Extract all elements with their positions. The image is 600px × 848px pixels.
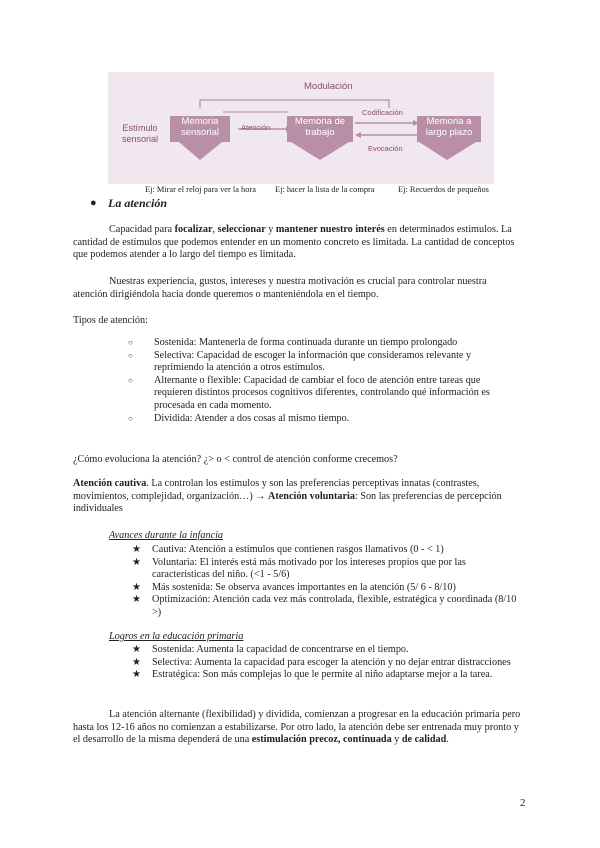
list-item: ★ Sostenida: Aumenta la capacidad de concentrarse en el tiempo.	[128, 644, 522, 657]
list-item: ★ Estratégica: Son más complejas lo que le permite al niño adaptarse mejor a la tarea.	[128, 669, 522, 682]
question: ¿Cómo evoluciona la atención? ¿> o < control de atención conforme crecemos?	[73, 454, 398, 465]
page-number: 2	[520, 797, 526, 809]
example-1: Ej: Mirar el reloj para ver la hora	[145, 185, 256, 194]
cautiva-paragraph: Atención cautiva. La controlan los estímulos y son las preferencias perceptivas innatas (contrastes, movimientos, complejidad, organización…) → Atención voluntaria: Son las preferencias de percepción individuales	[73, 478, 502, 515]
memory-diagram	[108, 72, 494, 184]
list-item: ★ Voluntaria: El interés está más motivado por los intereses propios que por las características del niño. (<1 - 5/6)	[128, 557, 522, 582]
list-item: ○ Dividida: Atender a dos cosas al mismo tiempo.	[128, 413, 520, 426]
paragraph-2: Nuestras experiencia, gustos, intereses y nuestra motivación es crucial para controlar nuestra atención dirigiéndola hacia donde queremos o manteniéndola en el tiempo.	[73, 276, 487, 300]
infancia-list	[128, 544, 522, 620]
codificacion-label: Codificación	[362, 108, 403, 117]
final-paragraph: La atención alternante (flexibilidad) y dividida, comienzan a progresar en la educación primaria pero hasta los 12-16 años no comienzan a estabilizarse. Por otro lado, la atención debe ser entrenada muy pronto y el desarrollo de la misma dependerá de una estimulación precoz, continuada y de calidad.	[73, 709, 521, 746]
trabajo-pointer	[291, 142, 349, 160]
example-2: Ej: hacer la lista de la compra	[275, 185, 375, 194]
modulacion-label: Modulación	[304, 81, 353, 92]
estimulo-label: Estímulo sensorial	[121, 123, 159, 144]
infancia-title: Avances durante la infancia	[109, 530, 224, 541]
list-item: ○ Alternante o flexible: Capacidad de cambiar el foco de atención entre tareas que requieren distintos procesos cognitivos diferentes, controlando qué información es procesada en cada momento.	[128, 375, 520, 413]
section-heading: La atención	[108, 196, 167, 210]
primaria-title: Logros en la educación primaria	[109, 631, 244, 642]
list-item: ★ Cautiva: Atención a estímulos que contienen rasgos llamativos (0 - < 1)	[128, 544, 522, 557]
atencion-label: Atención	[241, 123, 271, 132]
example-3: Ej: Recuerdos de pequeños	[398, 185, 489, 194]
primaria-list	[128, 644, 522, 682]
paragraph-1: Capacidad para focalizar, seleccionar y mantener nuestro interés en determinados estímulos. La cantidad de estímulos que podemos entender en un momento concreto es limitada. La cantidad de conceptos que podemos atender a lo largo del tiempo es limitada.	[73, 224, 515, 261]
memoria-trabajo-box: Memoria de trabajo	[287, 116, 353, 142]
tipos-list	[128, 337, 520, 425]
list-item: ○ Sostenida: Mantenerla de forma continuada durante un tiempo prolongado	[128, 337, 520, 350]
tipos-title: Tipos de atención:	[73, 315, 148, 326]
evocacion-label: Evocación	[368, 144, 403, 153]
heading-bullet: ●	[90, 197, 97, 209]
list-item: ★ Selectiva: Aumenta la capacidad para escoger la atención y no dejar entrar distracciones	[128, 657, 522, 670]
memoria-largo-plazo-box: Memoria a largo plazo	[417, 116, 481, 142]
list-item: ★ Más sostenida: Se observa avances importantes en la atención (5/ 6 - 8/10)	[128, 582, 522, 595]
largo-pointer	[419, 142, 476, 160]
list-item: ○ Selectiva: Capacidad de escoger la información que consideramos relevante y reprimiendo la atención a otros estímulos.	[128, 350, 520, 375]
memoria-sensorial-box: Memoria sensorial	[170, 116, 230, 142]
sensorial-pointer	[179, 142, 222, 160]
list-item: ★ Optimización: Atención cada vez más controlada, flexible, estratégica y coordinada (8/10 >)	[128, 594, 522, 619]
